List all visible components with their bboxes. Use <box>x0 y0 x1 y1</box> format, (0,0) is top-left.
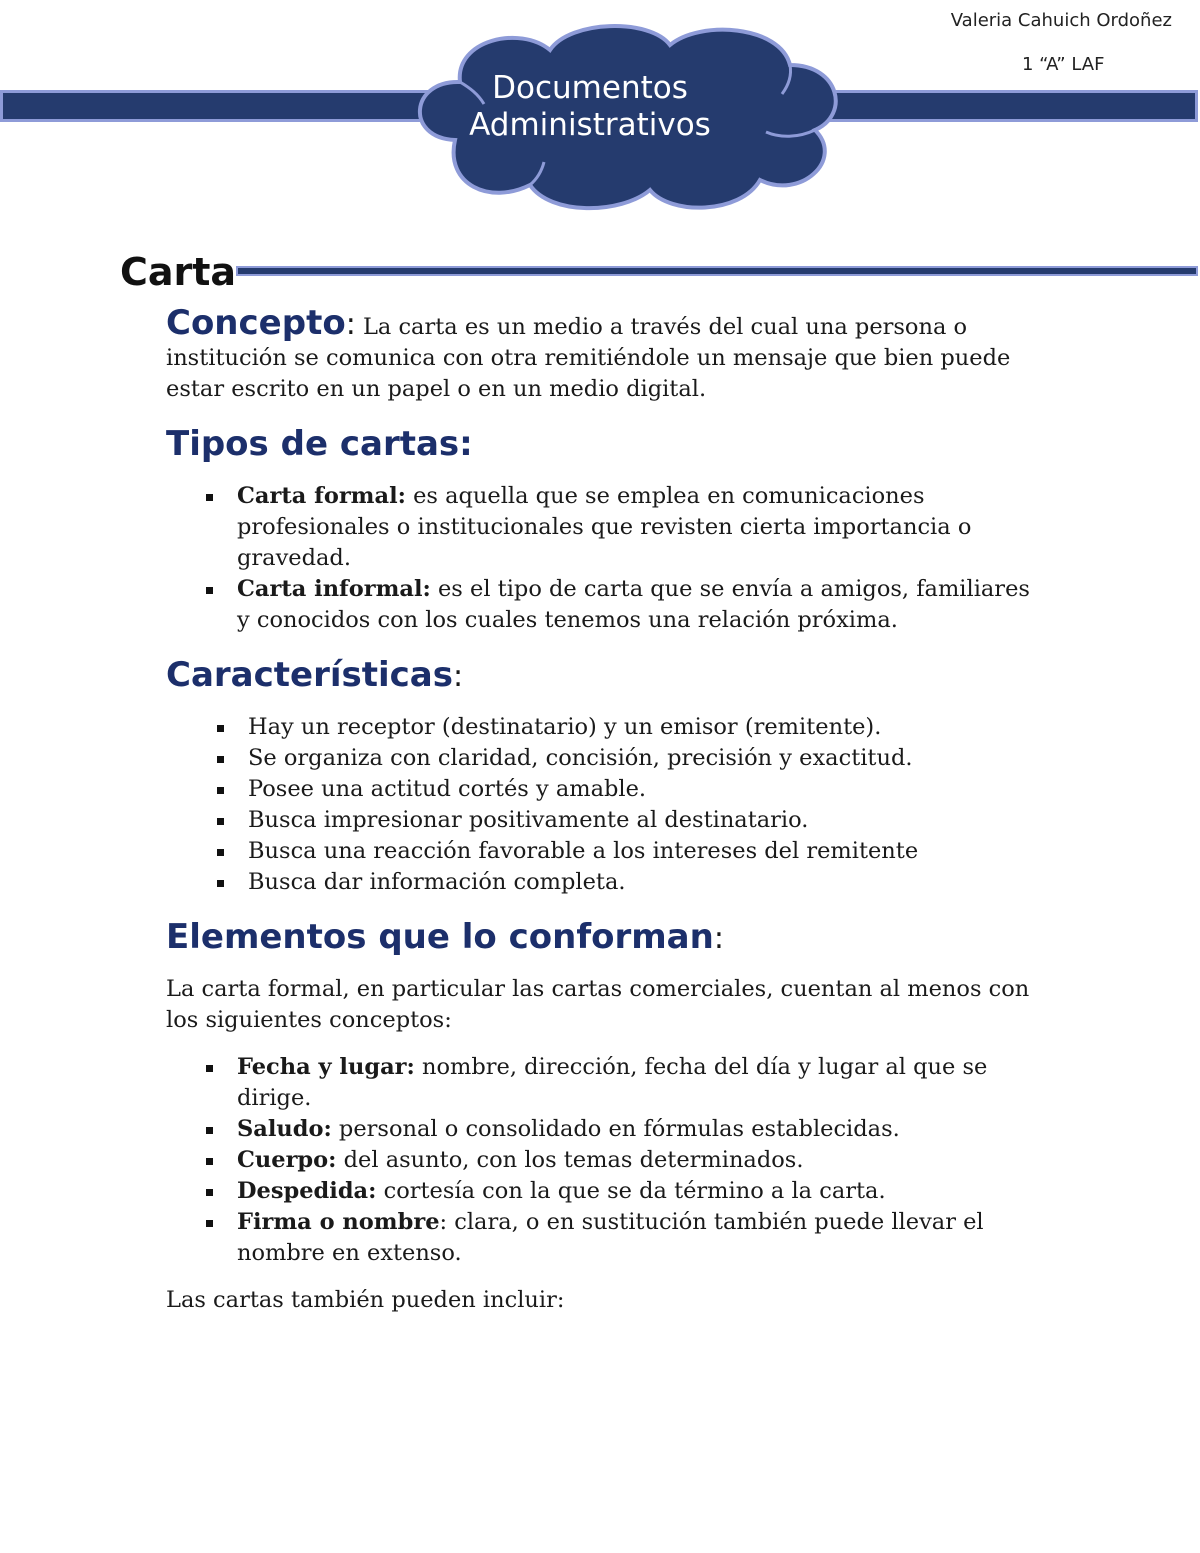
item-text: Busca dar información completa. <box>248 869 626 895</box>
concept-section <box>166 303 1046 405</box>
header-band-right <box>790 90 1198 122</box>
list-item <box>166 712 1046 743</box>
list-item <box>166 1176 1046 1207</box>
item-text: Se organiza con claridad, concisión, precisión y exactitud. <box>248 745 913 771</box>
list-item <box>166 1052 1046 1114</box>
item-term: Carta formal: <box>237 483 406 509</box>
item-text: Posee una actitud cortés y amable. <box>248 776 647 802</box>
elementos-intro: La carta formal, en particular las cartas comerciales, cuentan al menos con los siguientes conceptos: <box>166 976 1030 1033</box>
bullet-icon <box>206 1220 213 1227</box>
tipos-list <box>166 481 1046 636</box>
item-term: Fecha y lugar: <box>237 1054 415 1080</box>
group-label: 1 “A” LAF <box>1022 54 1105 75</box>
list-item <box>166 1145 1046 1176</box>
list-item <box>166 805 1046 836</box>
document-body <box>166 303 1046 1316</box>
elementos-heading-row <box>166 916 1046 958</box>
banner-line-1: Documentos <box>492 70 688 106</box>
item-term: Despedida: <box>237 1178 377 1204</box>
elementos-list <box>166 1052 1046 1269</box>
bullet-icon <box>206 494 213 501</box>
item-text: Busca impresionar positivamente al destinatario. <box>248 807 809 833</box>
list-item <box>166 774 1046 805</box>
list-item <box>166 836 1046 867</box>
concept-text: La carta es un medio a través del cual una persona o institución se comunica con otra remitiéndole un mensaje que bien puede estar escrito en un papel o en un medio digital. <box>166 314 1011 402</box>
item-text: Busca una reacción favorable a los intereses del remitente <box>248 838 919 864</box>
item-text: cortesía con la que se da término a la carta. <box>376 1178 886 1204</box>
bullet-icon <box>217 787 224 794</box>
bullet-icon <box>206 1158 213 1165</box>
caracteristicas-list <box>166 712 1046 898</box>
item-term: Cuerpo: <box>237 1147 337 1173</box>
author-name: Valeria Cahuich Ordoñez <box>950 10 1172 31</box>
list-item <box>166 867 1046 898</box>
bullet-icon <box>217 756 224 763</box>
item-text: es aquella que se emplea en comunicaciones profesionales o institucionales que revisten cierta importancia o gravedad. <box>237 483 972 571</box>
item-text: Hay un receptor (destinatario) y un emisor (remitente). <box>248 714 882 740</box>
list-item <box>166 1207 1046 1269</box>
banner-line-2: Administrativos <box>469 107 711 143</box>
elementos-colon: : <box>713 921 724 956</box>
bullet-icon <box>206 587 213 594</box>
bullet-icon <box>217 880 224 887</box>
item-text: nombre, dirección, fecha del día y lugar al que se dirige. <box>237 1054 988 1111</box>
caracteristicas-heading-row <box>166 654 1046 696</box>
caracteristicas-heading: Características <box>166 655 453 695</box>
bullet-icon <box>217 725 224 732</box>
page-title: Carta <box>120 250 237 294</box>
concept-colon: : <box>345 307 356 342</box>
list-item <box>166 1114 1046 1145</box>
closing-paragraph: Las cartas también pueden incluir: <box>166 1287 565 1313</box>
item-text: : clara, o en sustitución también puede llevar el nombre en extenso. <box>237 1209 984 1266</box>
concept-paragraph <box>166 303 1046 405</box>
bullet-icon <box>206 1065 213 1072</box>
item-text: es el tipo de carta que se envía a amigos, familiares y conocidos con los cuales tenemos una relación próxima. <box>237 576 1030 633</box>
list-item <box>166 743 1046 774</box>
bullet-icon <box>217 849 224 856</box>
elementos-heading: Elementos que lo conforman <box>166 917 714 957</box>
bullet-icon <box>206 1189 213 1196</box>
item-term: Firma o nombre <box>237 1209 440 1235</box>
bullet-icon <box>217 818 224 825</box>
item-term: Carta informal: <box>237 576 431 602</box>
caracteristicas-colon: : <box>452 659 464 694</box>
list-item <box>166 481 1046 574</box>
item-text: del asunto, con los temas determinados. <box>336 1147 804 1173</box>
concept-heading: Concepto <box>166 303 346 343</box>
list-item <box>166 574 1046 636</box>
tipos-heading: Tipos de cartas: <box>166 424 473 464</box>
bullet-icon <box>206 1127 213 1134</box>
title-rule <box>236 266 1198 276</box>
item-term: Saludo: <box>237 1116 332 1142</box>
banner-title <box>400 70 780 144</box>
item-text: personal o consolidado en fórmulas establecidas. <box>331 1116 900 1142</box>
